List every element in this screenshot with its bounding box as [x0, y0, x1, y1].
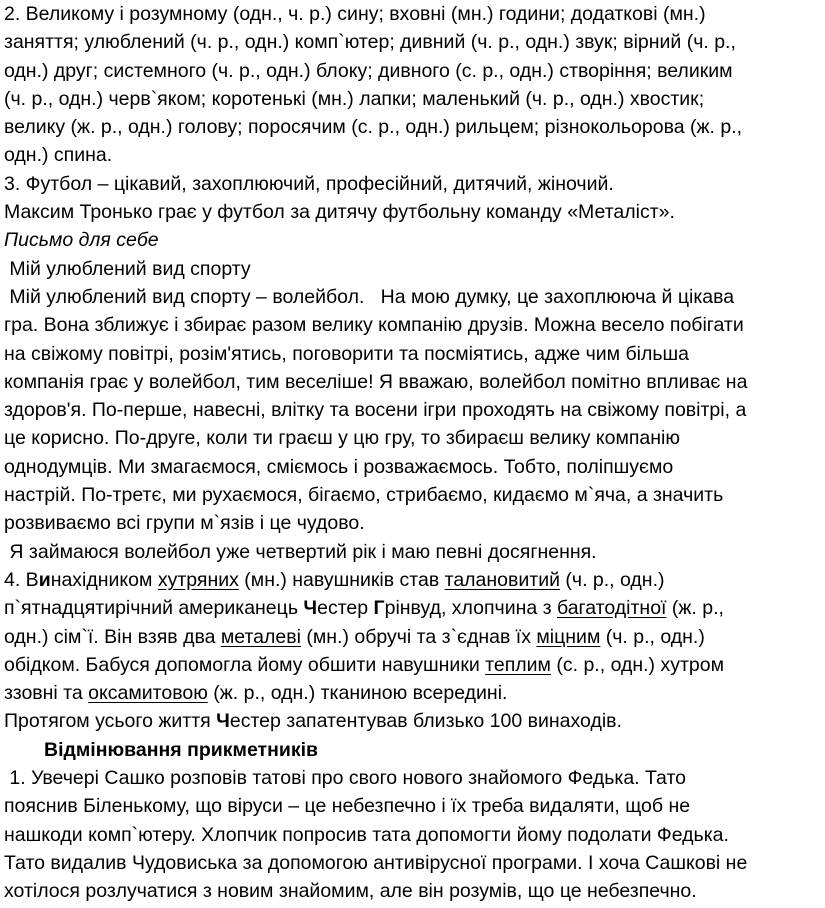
- letter-label: Письмо для себе: [4, 229, 159, 252]
- letter-line: Я займаюся волейбол уже четвертий рік і маю певні досягнення.: [4, 540, 597, 563]
- declension-heading: Відмінювання прикметників: [44, 738, 319, 761]
- underlined-adjective: теплим: [485, 653, 551, 676]
- underlined-adjective: багатодітної: [556, 597, 667, 620]
- section2-line: одн.) друг; системного (ч. р., одн.) блоку; дивного (с. р., одн.) створіння; великим: [4, 59, 733, 82]
- letter-line: гра. Вона зближує і збирає разом велику компанію друзів. Можна весело побігати: [4, 314, 744, 337]
- declension-line: хотілося розлучатися з новим знайомим, але він розумів, що це небезпечно.: [4, 880, 697, 903]
- letter-line: однодумців. Ми змагаємося, сміємось і розважаємось. Тобто, поліпшуємо: [4, 455, 674, 478]
- underlined-adjective: металеві: [220, 625, 301, 648]
- section2-line: 2. Великому і розумному (одн., ч. р.) сину; вховні (мн.) години; додаткові (мн.): [4, 3, 706, 25]
- letter-line: здоров'я. По-перше, навесні, влітку та восени ігри проходять на свіжому повітрі, а: [4, 399, 747, 422]
- section4-line: одн.) сім`ї. Він взяв два металеві (мн.) обручі та з`єднав їх міцним (ч. р., одн.): [4, 625, 705, 648]
- letter-line: це корисно. По-друге, коли ти граєш у цю гру, то збираєш велику компанію: [4, 427, 680, 450]
- section3-line: Максим Тронько грає у футбол за дитячу футбольну команду «Металіст».: [4, 201, 675, 224]
- section4-line: Протягом усього життя Честер запатентував близько 100 винаходів.: [4, 710, 622, 733]
- section4-line: обідком. Бабуся допомогла йому обшити навушники теплим (с. р., одн.) хутром: [4, 653, 724, 676]
- declension-line: нашкоди комп`ютеру. Хлопчик попросив тата допомогти йому подолати Федька.: [4, 823, 729, 846]
- section2-line: велику (ж. р., одн.) голову; поросячим (с. р., одн.) рильцем; різнокольорова (ж. р.,: [4, 116, 743, 139]
- letter-title: Мій улюблений вид спорту: [4, 257, 251, 280]
- section4-line: 4. Винахідником хутряних (мн.) навушників став талановитий (ч. р., одн.): [4, 568, 665, 591]
- letter-line: Мій улюблений вид спорту – волейбол. На мою думку, це захоплююча й цікава: [4, 285, 735, 308]
- section4-line: ззовні та оксамитовою (ж. р., одн.) тканиною всередині.: [4, 682, 508, 705]
- section2-line: заняття; улюблений (ч. р., одн.) комп`ютер; дивний (ч. р., одн.) звук; вірний (ч. р.,: [4, 31, 736, 54]
- declension-line: Тато видалив Чудовиська за допомогою антивірусної програми. І хоча Сашкові не: [4, 851, 748, 874]
- underlined-adjective: хутряних: [157, 568, 239, 591]
- section4-line: п`ятнадцятирічний американець Честер Грінвуд, хлопчина з багатодітної (ж. р.,: [4, 597, 724, 620]
- declension-line: 1. Увечері Сашко розповів татові про свого нового знайомого Федька. Тато: [4, 767, 687, 790]
- letter-line: розвиваємо всі групи м`язів і це чудово.: [4, 512, 365, 535]
- underlined-adjective: оксамитовою: [88, 682, 208, 705]
- letter-line: настрій. По-третє, ми рухаємося, бігаємо, стрибаємо, кидаємо м`яча, а значить: [4, 484, 724, 507]
- section2-line: (ч. р., одн.) черв`яком; коротенькі (мн.) лапки; маленький (ч. р., одн.) хвостик;: [4, 87, 705, 110]
- section3-line: 3. Футбол – цікавий, захоплюючий, професійний, дитячий, жіночий.: [4, 172, 614, 195]
- section2-line: одн.) спина.: [4, 144, 113, 167]
- underlined-adjective: талановитий: [444, 568, 560, 591]
- underlined-adjective: міцним: [536, 625, 601, 648]
- letter-line: на свіжому повітрі, розім'ятись, поговорити та посміятись, адже чим більша: [4, 342, 690, 365]
- letter-line: компанія грає у волейбол, тим веселіше! Я вважаю, волейбол помітно впливає на: [4, 370, 748, 393]
- declension-line: пояснив Біленькому, що віруси – це небезпечно і їх треба видаляти, щоб не: [4, 795, 691, 818]
